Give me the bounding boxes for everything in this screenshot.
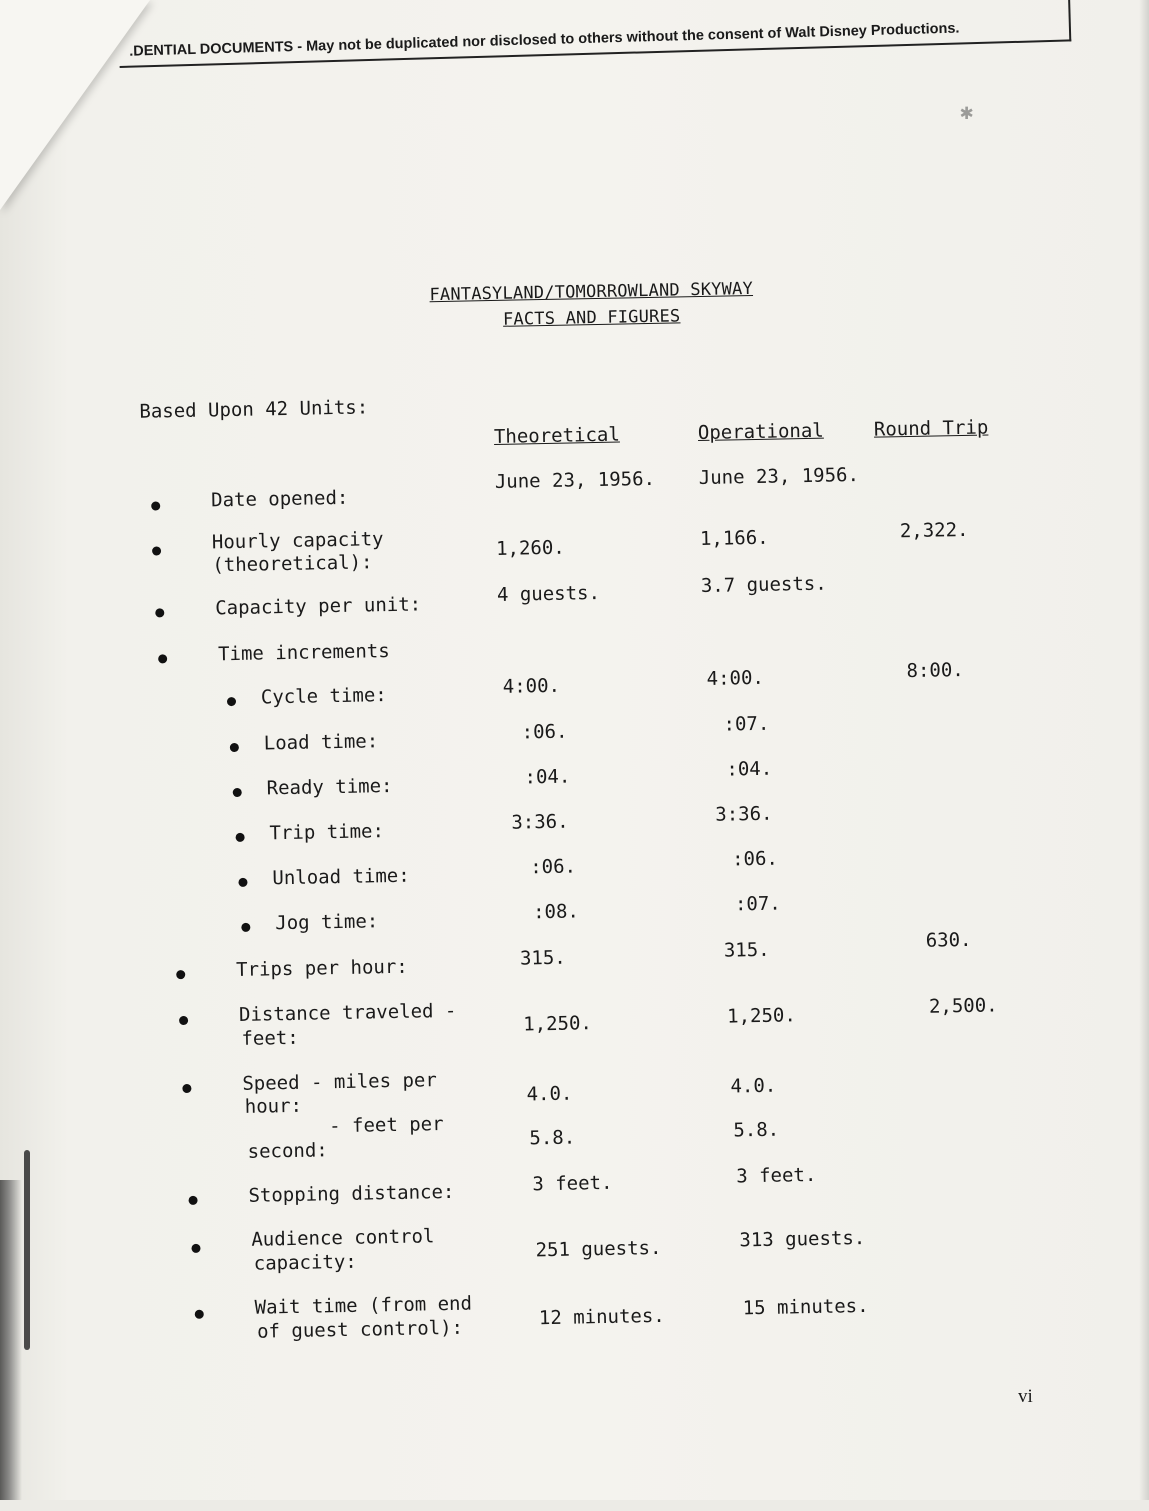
jog-time-operational: :07. <box>734 892 781 916</box>
trips-per-hour-operational: 315. <box>723 938 770 962</box>
date-opened-operational: June 23, 1956. <box>698 463 860 490</box>
hourly-capacity-theoretical: 1,260. <box>495 536 565 560</box>
row-label-load-time: Load time: <box>263 730 379 755</box>
row-label-trips-per-hour: Trips per hour: <box>235 955 408 982</box>
bullet <box>182 1084 191 1093</box>
sub-bullet <box>230 743 239 752</box>
row-label-stopping-distance: Stopping distance: <box>248 1180 455 1207</box>
row-label-time-increments: Time increments <box>217 640 390 666</box>
row-label-audience-control-2: capacity: <box>253 1250 357 1275</box>
unload-time-theoretical: :06. <box>530 855 577 879</box>
ready-time-theoretical: :04. <box>524 765 571 789</box>
row-label-jog-time: Jog time: <box>275 910 379 935</box>
speed-fps-theoretical: 5.8. <box>529 1126 576 1150</box>
row-label-wait-time-2: of guest control): <box>256 1316 464 1343</box>
bullet <box>155 608 164 617</box>
capacity-per-unit-operational: 3.7 guests. <box>700 572 827 598</box>
page-number: vi <box>1018 1386 1033 1407</box>
wait-time-operational: 15 minutes. <box>742 1294 869 1320</box>
sub-bullet <box>236 833 245 842</box>
ink-mark: ✱ <box>960 100 974 125</box>
trips-per-hour-round-trip: 630. <box>925 928 972 952</box>
column-header-operational: Operational <box>697 419 824 445</box>
row-label-speed-2: hour: <box>244 1094 303 1118</box>
distance-theoretical: 1,250. <box>523 1012 593 1036</box>
hourly-capacity-round-trip: 2,322. <box>899 518 969 543</box>
title-line-2: FACTS AND FIGURES <box>502 306 681 330</box>
cycle-time-theoretical: 4:00. <box>502 674 561 698</box>
trip-time-theoretical: 3:36. <box>511 810 569 834</box>
row-label-distance-1: Distance traveled - <box>238 999 457 1026</box>
sub-bullet <box>238 878 247 887</box>
speed-mph-operational: 4.0. <box>730 1074 777 1098</box>
speed-fps-operational: 5.8. <box>733 1118 780 1142</box>
bullet <box>151 501 160 510</box>
title-line-1: FANTASYLAND/TOMORROWLAND SKYWAY <box>429 278 754 306</box>
bullet <box>158 654 167 663</box>
bullet <box>195 1310 204 1319</box>
bullet <box>191 1244 200 1253</box>
load-time-theoretical: :06. <box>521 720 568 744</box>
bullet <box>188 1196 197 1205</box>
bullet <box>152 546 161 555</box>
row-label-speed-4: second: <box>247 1139 328 1163</box>
audience-control-operational: 313 guests. <box>739 1226 866 1252</box>
date-opened-theoretical: June 23, 1956. <box>494 467 656 493</box>
cycle-time-operational: 4:00. <box>706 666 765 690</box>
unload-time-operational: :06. <box>731 847 779 871</box>
hourly-capacity-operational: 1,166. <box>699 526 769 551</box>
basis-label: Based Upon 42 Units: <box>139 396 369 423</box>
stopping-distance-theoretical: 3 feet. <box>532 1171 613 1196</box>
row-label-hourly-capacity-2: (theoretical): <box>212 551 373 577</box>
distance-round-trip: 2,500. <box>928 994 998 1018</box>
row-label-distance-2: feet: <box>241 1026 299 1050</box>
bullet <box>179 1016 188 1025</box>
row-label-ready-time: Ready time: <box>266 774 393 800</box>
row-label-wait-time-1: Wait time (from end <box>254 1292 473 1319</box>
row-label-audience-control-1: Audience control <box>251 1225 435 1251</box>
load-time-operational: :07. <box>723 712 770 736</box>
cycle-time-round-trip: 8:00. <box>906 659 964 683</box>
distance-operational: 1,250. <box>726 1004 796 1028</box>
bullet <box>176 970 185 979</box>
sub-bullet <box>233 788 242 797</box>
capacity-per-unit-theoretical: 4 guests. <box>496 581 601 606</box>
jog-time-theoretical: :08. <box>532 900 580 924</box>
row-label-date-opened: Date opened: <box>210 486 349 512</box>
speed-mph-theoretical: 4.0. <box>526 1082 573 1106</box>
column-header-round-trip: Round Trip <box>873 416 989 441</box>
sub-bullet <box>241 923 250 932</box>
row-label-speed-3: - feet per <box>328 1113 444 1138</box>
row-label-cycle-time: Cycle time: <box>260 684 387 709</box>
trip-time-operational: 3:36. <box>715 802 773 826</box>
ready-time-operational: :04. <box>726 757 773 781</box>
column-header-theoretical: Theoretical <box>493 423 621 448</box>
stopping-distance-operational: 3 feet. <box>736 1163 817 1188</box>
audience-control-theoretical: 251 guests. <box>535 1236 662 1262</box>
wait-time-theoretical: 12 minutes. <box>538 1304 665 1330</box>
confidential-text: .DENTIAL DOCUMENTS - May not be duplicated nor disclosed to others without the consent of Walt Disney Productions. <box>129 20 960 60</box>
row-label-trip-time: Trip time: <box>269 820 385 845</box>
row-label-hourly-capacity-1: Hourly capacity <box>211 528 384 554</box>
sub-bullet <box>227 697 236 706</box>
row-label-capacity-per-unit: Capacity per unit: <box>214 593 422 620</box>
trips-per-hour-theoretical: 315. <box>519 946 566 970</box>
row-label-speed-1: Speed - miles per <box>242 1069 437 1095</box>
row-label-unload-time: Unload time: <box>272 864 410 890</box>
